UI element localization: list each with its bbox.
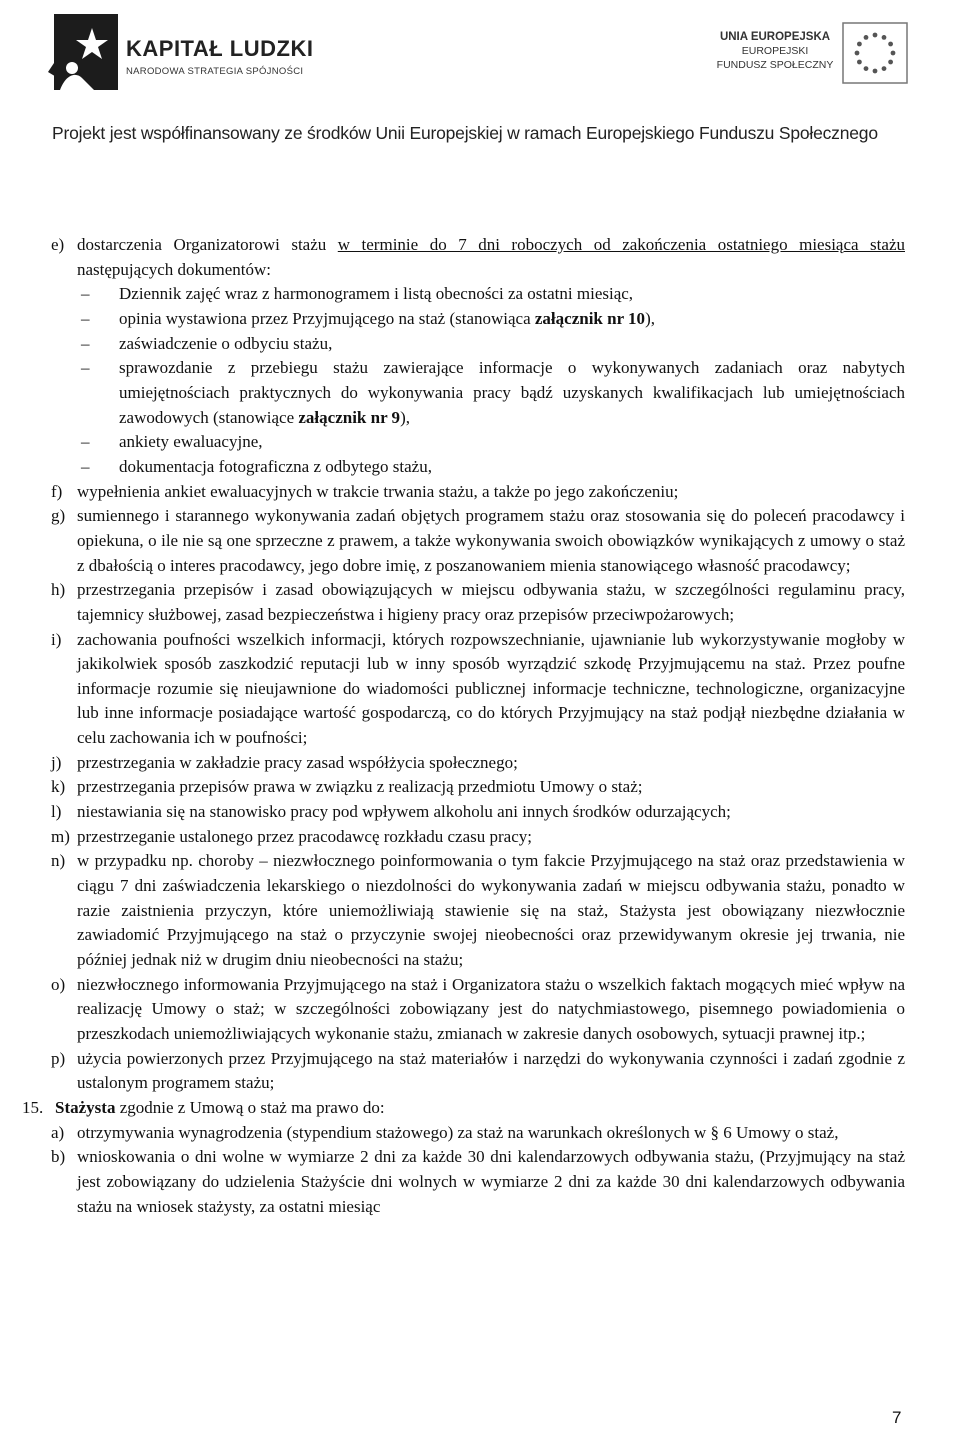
page-number: 7 [892, 1408, 902, 1427]
list-item [0, 233, 960, 282]
text-run: wypełnienia ankiet ewaluacyjnych w trakcie trwania stażu, a także po jego zakończeniu; [77, 481, 679, 501]
list-item-label: j) [51, 752, 62, 772]
list-item-text [119, 282, 905, 307]
list-item-label: k) [51, 777, 66, 797]
list-item [0, 849, 960, 972]
list-item-text [77, 628, 905, 751]
text-run: użycia powierzonych przez Przyjmującego na staż materiałów i narzędzi do wykonywania czynności i zadań zgodnie z ustalonym programem stażu; [77, 1048, 905, 1093]
document-body [0, 233, 960, 1219]
list-item [0, 1096, 960, 1121]
eu-flag-icon [842, 22, 908, 84]
list-item [0, 628, 960, 751]
dash-bullet-icon: – [81, 333, 90, 353]
list-item [0, 825, 960, 850]
text-run: opinia wystawiona przez Przyjmującego na staż (stanowiąca [119, 308, 535, 328]
bold-text: załącznik nr 10 [534, 308, 646, 328]
list-item [0, 504, 960, 578]
list-item-text [77, 578, 905, 627]
text-run: niestawiania się na stanowisko pracy pod wpływem alkoholu ani innych środków odurzających; [77, 802, 731, 822]
dash-bullet-icon: – [81, 432, 90, 452]
text-run: zgodnie z Umową o staż ma prawo do: [115, 1097, 385, 1117]
bold-text: Stażysta [55, 1097, 116, 1117]
list-item-text [77, 504, 905, 578]
list-item-text [77, 233, 905, 282]
list-item-text [77, 825, 905, 850]
list-item [0, 578, 960, 627]
logo-title: KAPITAŁ LUDZKI [126, 36, 314, 61]
list-item [0, 775, 960, 800]
list-item-text [119, 307, 905, 332]
text-run: dokumentacja fotograficzna z odbytego stażu, [119, 456, 432, 476]
list-item-label: o) [51, 974, 66, 994]
dash-list-item [0, 282, 960, 307]
text-run: ankiety ewaluacyjne, [119, 432, 263, 452]
text-run: ), [400, 407, 410, 427]
eu-line-1: UNIA EUROPEJSKA [719, 31, 831, 43]
list-item [0, 751, 960, 776]
list-item-label: b) [51, 1147, 66, 1167]
dash-bullet-icon: – [81, 284, 90, 304]
text-run: otrzymywania wynagrodzenia (stypendium stażowego) za staż na warunkach określonych w § 6 Umowy o staż, [77, 1122, 839, 1142]
list-item-label: h) [51, 580, 66, 600]
list-item-text [77, 1047, 905, 1096]
eu-line-2: EUROPEJSKI [741, 45, 809, 57]
list-item-text [55, 1096, 905, 1121]
logo-subtitle: NARODOWA STRATEGIA SPÓJNOŚCI [126, 66, 304, 77]
list-item-label: a) [51, 1122, 65, 1142]
list-item [0, 1121, 960, 1146]
text-run: przestrzegania przepisów i zasad obowiązujących w miejscu odbywania stażu, w szczególności regulaminu pracy, tajemnicy służbowej, zasad bezpieczeństwa i higieny pracy oraz przepisów przeciwpożarowych; [77, 580, 905, 624]
list-item-text [119, 332, 905, 357]
text-run: Dziennik zajęć wraz z harmonogramem i listą obecności za ostatni miesiąc, [119, 284, 634, 304]
list-item-text [77, 1121, 905, 1146]
text-run: zaświadczenie o odbyciu stażu, [119, 333, 333, 353]
dash-list-item [0, 356, 960, 430]
text-run: wnioskowania o dni wolne w wymiarze 2 dni za każde 30 dni kalendarzowych odbywania stażu, (Przyjmujący na staż jest zobowiązany do udzielenia Stażyście dni wolnych w wymiarze 2 dni za każde 30 dni kalendarzowych odbywania stażu na wniosek stażysty, za ostatni miesiąc [77, 1147, 905, 1216]
dash-list-item [0, 430, 960, 455]
list-item [0, 973, 960, 1047]
list-item-text [77, 849, 905, 972]
text-run: sprawozdanie z przebiegu stażu zawierające informacje o wykonywanych zadaniach oraz nabytych umiejętnościach praktycznych do wykonywania pracy bądź uzyskanych kwalifikacjach lub umiejętnościach zawodowych (stanowiące [119, 358, 905, 427]
list-item-text [119, 430, 905, 455]
dash-bullet-icon: – [81, 358, 90, 378]
text-run: przestrzeganie ustalonego przez pracodawcę rozkładu czasu pracy; [77, 826, 532, 846]
list-item [0, 1047, 960, 1096]
project-cofinancing-line: Projekt jest współfinansowany ze środków Unii Europejskiej w ramach Europejskiego Funduszu Społecznego [52, 123, 878, 143]
list-item [0, 480, 960, 505]
list-item-text [77, 751, 905, 776]
eu-text [700, 30, 850, 72]
list-item-label: l) [51, 802, 62, 822]
text-run: przestrzegania w zakładzie pracy zasad współżycia społecznego; [77, 752, 518, 772]
dash-list-item [0, 307, 960, 332]
underlined-text: w terminie do 7 dni roboczych od zakończenia ostatniego miesiąca stażu [337, 235, 905, 254]
dash-bullet-icon: – [81, 456, 90, 476]
text-run: niezwłocznego informowania Przyjmującego na staż i Organizatora stażu o wszelkich faktach mogących mieć wpływ na realizację Umowy o staż; w szczególności zobowiązany jest do natychmiastowego, pisemnego powiadomienia o przeszkodach uniemożliwiających wykonanie stażu, zmianach w zakresie danych osobowych, sytuacji prawnej itp.; [77, 974, 905, 1043]
dash-list-item [0, 455, 960, 480]
list-item-label: e) [51, 235, 65, 254]
list-item-label: 15. [22, 1097, 44, 1117]
list-item [0, 800, 960, 825]
list-item-label: g) [51, 506, 66, 526]
list-item-text [77, 973, 905, 1047]
text-run: ), [645, 308, 655, 328]
list-item-label: n) [51, 851, 66, 871]
list-item-label: i) [51, 629, 62, 649]
text-run: przestrzegania przepisów prawa w związku z realizacją przedmiotu Umowy o staż; [77, 777, 643, 797]
text-run: dostarczenia Organizatorowi stażu [77, 235, 338, 254]
list-item-text [77, 480, 905, 505]
list-item-text [77, 1145, 905, 1219]
bold-text: załącznik nr 9 [298, 407, 401, 427]
list-item [0, 1145, 960, 1219]
text-run: sumiennego i starannego wykonywania zadań objętych programem stażu oraz stosowania się do poleceń pracodawcy i opiekuna, o ile nie są one sprzeczne z prawem, a także wykonywania swoich obowiązków wynikających z umowy o staż z dbałością o interes pracodawcy, jego dobre imię, z poszanowaniem mienia stanowiącego własność pracodawcy; [77, 506, 905, 575]
text-run: zachowania poufności wszelkich informacji, których rozpowszechnianie, ujawnianie lub wykorzystywanie mogłoby w jakikolwiek sposób zaszkodzić reputacji lub w inny sposób wyrządzić szkodę Przyjmującemu na staż. Przez poufne informacje rozumie się nieujawnione do wiadomości publicznej informacje techniczne, technologiczne, organizacyjne lub inne informacje posiadające wartość gospodarczą, co do których Przyjmujący na staż podjął niezbędne działania w celu zachowania ich w poufności; [77, 629, 905, 748]
list-item-text [119, 356, 905, 430]
text-run: następujących dokumentów: [77, 259, 272, 279]
text-run: w przypadku np. choroby – niezwłocznego poinformowania o tym fakcie Przyjmującego na staż oraz przedstawienia w ciągu 7 dni zaświadczenia lekarskiego o niezdolności do wykonywania zadań w miejscu odbywania stażu, ponadto w razie zaistnienia przyczyn, które uniemożliwiają stawienie się na staż, Stażysta jest obowiązany niezwłocznie zawiadomić Przyjmującego na staż o przyczynie swojej nieobecności oraz przewidywanym okresie jej trwania, nie później jednak niż w drugim dniu nieobecności na stażu; [77, 851, 905, 970]
list-item-label: f) [51, 481, 63, 501]
list-item-text [119, 455, 905, 480]
list-item-text [77, 800, 905, 825]
list-item-label: m) [51, 826, 70, 846]
list-item-text [77, 775, 905, 800]
kapital-ludzki-logo-icon [46, 12, 126, 96]
dash-bullet-icon: – [81, 308, 90, 328]
eu-line-3: FUNDUSZ SPOŁECZNY [716, 59, 834, 71]
list-item-label: p) [51, 1048, 66, 1068]
dash-list-item [0, 332, 960, 357]
page-header [0, 0, 960, 165]
